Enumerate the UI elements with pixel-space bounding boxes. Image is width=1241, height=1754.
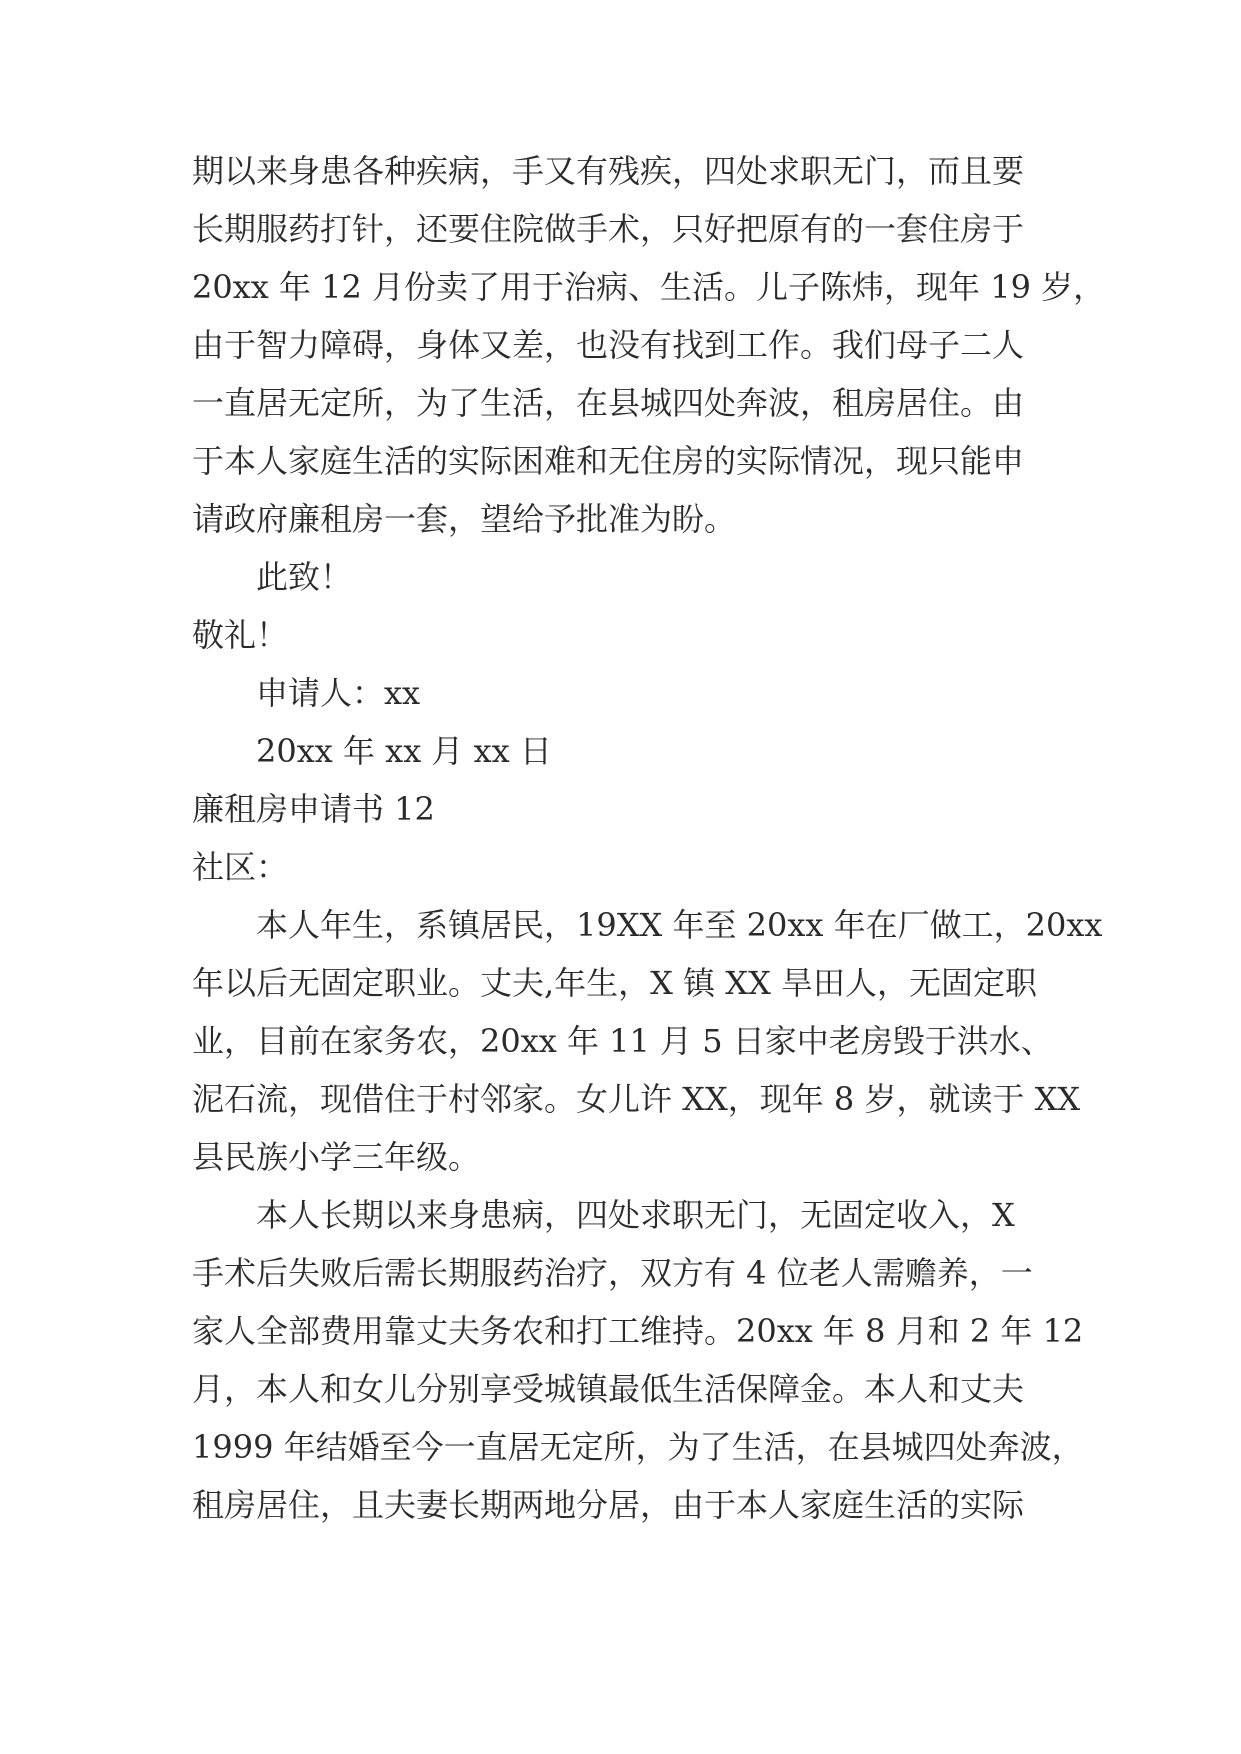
section-title: 廉租房申请书 12	[192, 790, 435, 828]
body-line: 期以来身患各种疾病，手又有残疾，四处求职无门，而且要	[192, 152, 1025, 190]
body-line: 年以后无固定职业。丈夫,年生，X 镇 XX 旱田人，无固定职	[192, 964, 1038, 1002]
body-line: 20xx 年 12 月份卖了用于治病、生活。儿子陈炜，现年 19 岁，	[192, 268, 1106, 306]
body-line: 月，本人和女儿分别享受城镇最低生活保障金。本人和丈夫	[192, 1370, 1025, 1408]
body-line: 家人全部费用靠丈夫务农和打工维持。20xx 年 8 月和 2 年 12	[192, 1312, 1084, 1350]
recipient-line: 社区：	[192, 848, 289, 886]
body-line: 于本人家庭生活的实际困难和无住房的实际情况，现只能申	[192, 442, 1025, 480]
signature-date: 20xx 年 xx 月 xx 日	[256, 732, 552, 770]
closing-regards: 敬礼！	[192, 616, 289, 654]
body-line: 手术后失败后需长期服药治疗，双方有 4 位老人需赡养，一	[192, 1254, 1033, 1292]
body-line: 租房居住，且夫妻长期两地分居，由于本人家庭生活的实际	[192, 1486, 1025, 1524]
body-line: 泥石流，现借住于村邻家。女儿许 XX，现年 8 岁，就读于 XX	[192, 1080, 1081, 1118]
body-line: 业，目前在家务农，20xx 年 11 月 5 日家中老房毁于洪水、	[192, 1022, 1053, 1060]
body-line: 长期服药打针，还要住院做手术，只好把原有的一套住房于	[192, 210, 1025, 248]
body-line: 本人长期以来身患病，四处求职无门，无固定收入，X	[256, 1196, 1015, 1234]
body-line: 请政府廉租房一套，望给予批准为盼。	[192, 500, 737, 538]
applicant-signature: 申请人：xx	[256, 674, 421, 712]
closing-salutation: 此致！	[256, 558, 353, 596]
body-line: 一直居无定所，为了生活，在县城四处奔波，租房居住。由	[192, 384, 1025, 422]
body-line: 由于智力障碍，身体又差，也没有找到工作。我们母子二人	[192, 326, 1025, 364]
body-line: 县民族小学三年级。	[192, 1138, 481, 1176]
body-line: 1999 年结婚至今一直居无定所，为了生活，在县城四处奔波，	[192, 1428, 1084, 1466]
document-body	[192, 142, 1106, 1534]
body-line: 本人年生，系镇居民，19XX 年至 20xx 年在厂做工，20xx	[256, 906, 1103, 944]
